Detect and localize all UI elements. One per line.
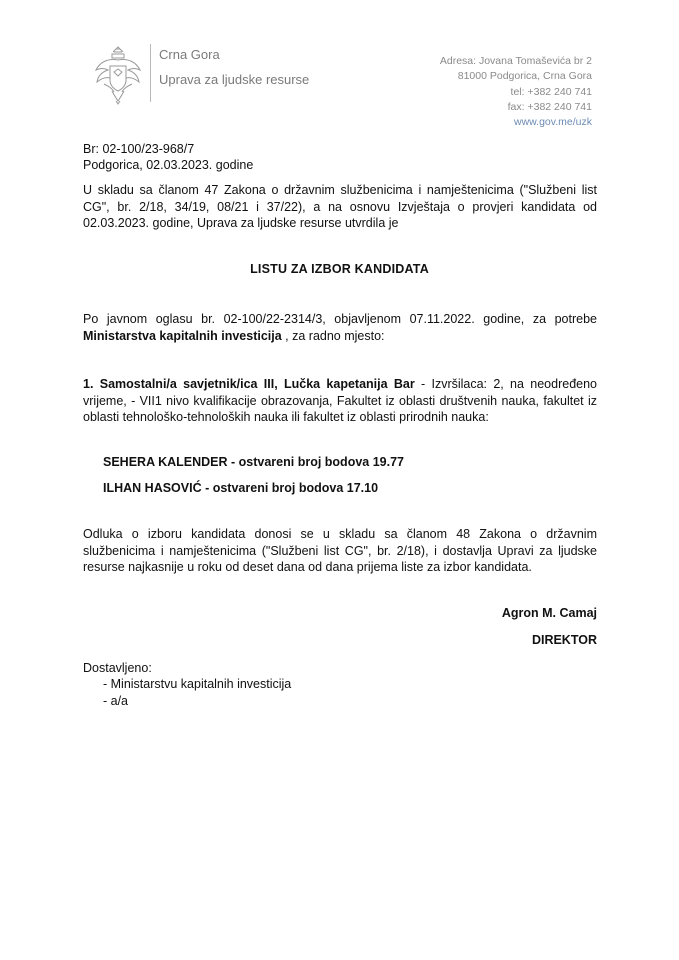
ad-text: Po javnom oglasu br. 02-100/22-2314/3, objavljenom 07.11.2022. godine, za potrebe [83, 312, 597, 326]
contact-tel: tel: +382 240 741 [510, 85, 592, 98]
document-title: LISTU ZA IZBOR KANDIDATA [250, 262, 429, 276]
signer-role: DIREKTOR [531, 633, 597, 647]
position-paragraph [83, 376, 597, 426]
intro-paragraph: U skladu sa članom 47 Zakona o državnim službenicima i namještenicima ("Službeni list CG", br. 2/18, 34/19, 08/21 i 37/22), a na osnovu Izvještaja o provjeri kandidata od 02.03.2023. godine, Uprava za ljudske resurse utvrdila je [83, 183, 597, 230]
contact-block [440, 54, 592, 130]
delivery-list [103, 676, 291, 709]
decision-paragraph: Odluka o izboru kandidata donosi se u skladu sa članom 48 Zakona o državnim službenicima i namještenicima ("Službeni list CG", br. 2/18), i dostavlja Upravi za ljudske resurse najkasnije u roku od deset dana od dana prijema liste za izbor kandidata. [83, 527, 597, 574]
org-name: Uprava za ljudske resurse [159, 72, 310, 87]
contact-fax: fax: +382 240 741 [507, 100, 592, 113]
position-details: - Izvršilaca: 2, na neodređeno vrijeme, - VII1 nivo kvalifikacije obrazovanja, Fakultet iz oblasti društvenih nauka, fakultet iz oblasti tehnološko-tehnoloških nauka ili fakultet iz oblasti prirodnih nauka: [83, 377, 597, 424]
header-divider [150, 44, 151, 102]
org-country: Crna Gora [159, 47, 220, 62]
delivery-label: Dostavljeno: [83, 661, 152, 675]
contact-city: 81000 Podgorica, Crna Gora [457, 70, 592, 83]
ministry-name: Ministarstva kapitalnih investicija [83, 328, 282, 343]
coat-of-arms-icon [90, 44, 146, 106]
position-title: 1. Samostalni/a savjetnik/ica III, Lučka kapetanija Bar [83, 377, 415, 391]
delivery-item: - Ministarstvu kapitalnih investicija [103, 677, 292, 691]
candidate-item: ILHAN HASOVIĆ - ostvareni broj bodova 17.10 [103, 481, 379, 495]
reference-number: Br: 02-100/23-968/7 [83, 142, 195, 156]
contact-web-link[interactable]: www.gov.me/uzk [514, 116, 592, 129]
ad-suffix: , za radno mjesto: [281, 328, 385, 343]
ad-paragraph [83, 311, 597, 344]
signer-name: Agron M. Camaj [501, 606, 597, 620]
candidate-item: SEHERA KALENDER - ostvareni broj bodova 19.77 [103, 455, 404, 469]
place-date: Podgorica, 02.03.2023. godine [83, 158, 254, 172]
contact-address: Adresa: Jovana Tomaševića br 2 [439, 55, 592, 67]
delivery-item: - a/a [103, 693, 129, 708]
